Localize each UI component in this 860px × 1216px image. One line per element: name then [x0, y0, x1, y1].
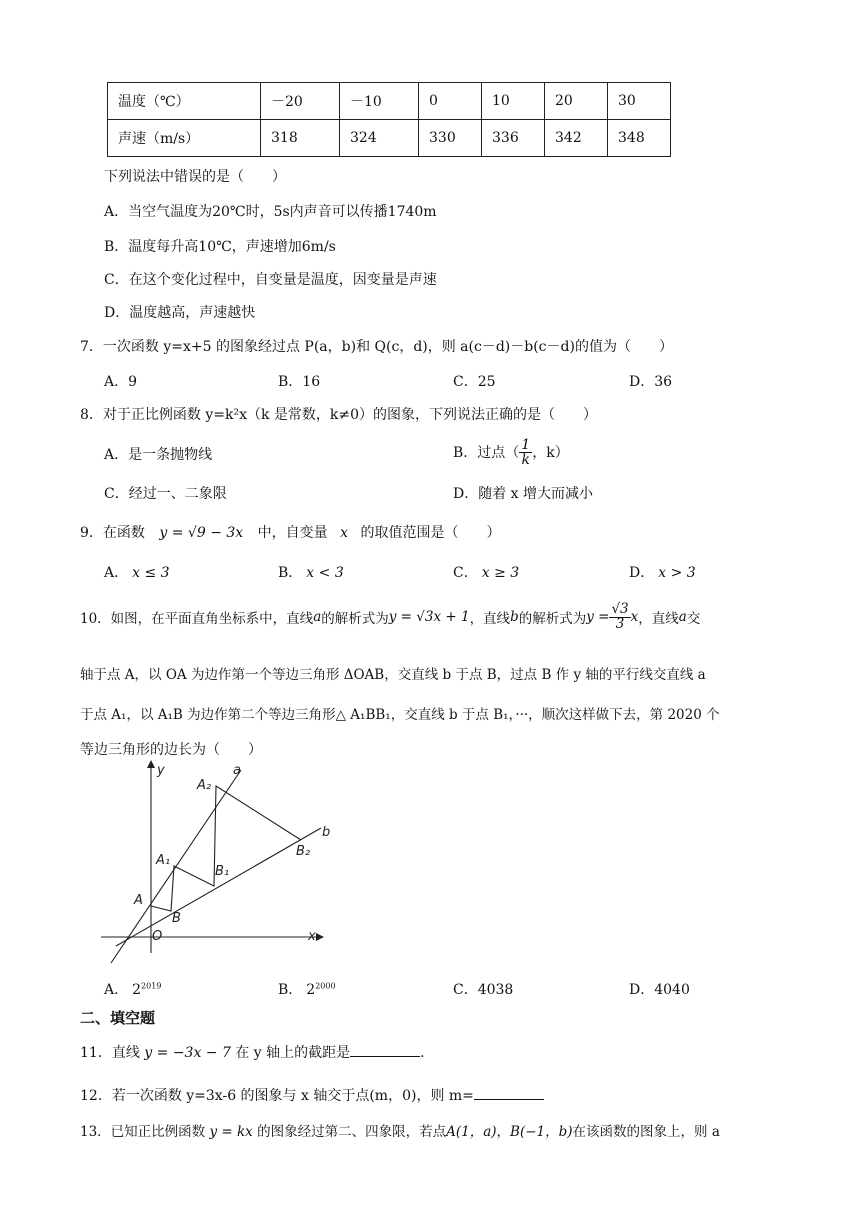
q13-mid: 的图象经过第二、四象限，若点: [257, 1124, 447, 1140]
q9-option-b: [278, 562, 344, 582]
table-cell: －10: [340, 83, 419, 120]
q13-point-a: A(1，a): [446, 1124, 497, 1140]
option-value: x ≤ 3: [132, 565, 170, 581]
option-exponent: 2000: [315, 981, 336, 991]
table-cell: 336: [482, 120, 545, 157]
fraction-sqrt3-over-3: [609, 603, 630, 631]
q8-option-b-prefix: B．过点（: [453, 445, 520, 461]
q11-prefix: 11．直线: [80, 1045, 140, 1061]
point-a-label: A: [134, 893, 143, 908]
option-label: B．: [278, 982, 303, 998]
q7-option-b: B．16: [278, 374, 321, 390]
q8-option-a: A．是一条抛物线: [104, 447, 213, 463]
q9-prefix: 9．在函数: [80, 525, 145, 541]
q9-option-a: [104, 562, 170, 582]
q11-suffix: 在 y 轴上的截距是: [235, 1045, 351, 1061]
q9-suffix: 的取值范围是（ ）: [360, 525, 501, 541]
q10-text: ，直线: [469, 611, 511, 627]
q9-mid: 中，自变量: [257, 525, 328, 541]
table-row: [108, 120, 671, 157]
triangle-chain: [151, 786, 301, 911]
q10-symbol-a: a: [313, 609, 322, 625]
y-axis-label: y: [157, 763, 165, 778]
q8-option-c: C．经过一、二象限: [104, 486, 227, 502]
line-b: [116, 828, 321, 946]
q10-formula-a: y = √3x + 1: [388, 609, 470, 625]
q10-option-a: [104, 979, 161, 999]
point-b2-label: B₂: [296, 844, 311, 859]
temperature-sound-table: [107, 82, 671, 157]
q9-formula: y = √9 − 3x: [159, 525, 244, 541]
option-label: B．: [278, 565, 303, 581]
q7-option-a: A．9: [104, 374, 138, 390]
q10-text: 的解析式为: [321, 611, 389, 627]
q10-option-d: D．4040: [629, 982, 690, 998]
fraction-numerator: 1: [521, 436, 531, 453]
q13-point-b: B(−1，b): [510, 1124, 573, 1140]
table-cell: －20: [261, 83, 340, 120]
x-axis-arrow-icon: [316, 933, 324, 941]
line-b-label: b: [322, 825, 331, 840]
origin-label: O: [152, 929, 163, 944]
table-cell: 20: [545, 83, 608, 120]
point-a1-label: A₁: [156, 853, 171, 868]
q11-end: .: [420, 1045, 425, 1061]
q13-separator: ，: [496, 1124, 511, 1140]
q9-option-d: [629, 562, 696, 582]
q13-prefix: 13．已知正比例函数: [80, 1124, 206, 1140]
q6-option-d: D．温度越高，声速越快: [104, 305, 256, 321]
q10-text: 交: [686, 611, 701, 627]
option-exponent: 2019: [141, 981, 162, 991]
q12-text: 12．若一次函数 y=3x-6 的图象与 x 轴交于点(m，0)，则 m=: [80, 1088, 474, 1104]
q13-suffix: 在该函数的图象上，则 a: [572, 1124, 720, 1140]
table-cell: 330: [419, 120, 482, 157]
option-value: x ≥ 3: [481, 565, 520, 581]
x-axis-label: x: [308, 929, 316, 944]
answer-blank: [350, 1042, 420, 1057]
table-cell: 0: [419, 83, 482, 120]
q10-line1: [80, 597, 700, 637]
q9-variable: x: [340, 525, 348, 541]
table-cell: 10: [482, 83, 545, 120]
q11: [80, 1042, 425, 1062]
q6-option-a: A．当空气温度为20℃时，5s内声音可以传播1740m: [104, 204, 437, 220]
q10-option-c: C．4038: [453, 982, 514, 998]
fraction-1-over-k: [519, 438, 532, 467]
table-cell: 声速（m/s）: [108, 120, 261, 157]
q10-formula-b-prefix: y =: [586, 609, 610, 625]
option-value: x < 3: [306, 565, 344, 581]
table-cell: 342: [545, 120, 608, 157]
q11-formula: y = −3x − 7: [144, 1045, 231, 1061]
option-label: C．: [453, 565, 478, 581]
fraction-denominator: k: [521, 451, 530, 468]
line-a-label: a: [233, 763, 241, 778]
q10-text: 10．如图，在平面直角坐标系中，直线: [80, 611, 314, 627]
q8-option-d: D．随着 x 增大而减小: [453, 486, 594, 502]
q10-symbol-a: a: [678, 609, 687, 625]
q10-line3: 于点 A₁，以 A₁B 为边作第二个等边三角形△ A₁BB₁，交直线 b 于点 B₁，···，顺次这样做下去，第 2020 个: [80, 707, 720, 723]
q10-text: 的解析式为: [518, 611, 587, 627]
q8-option-b: [453, 432, 569, 472]
table-row: [108, 83, 671, 120]
answer-blank: [474, 1085, 544, 1100]
q10-option-b: [278, 979, 336, 999]
q10-line2: 轴于点 A，以 OA 为边作第一个等边三角形 ΔOAB，交直线 b 于点 B，过点 B 作 y 轴的平行线交直线 a: [80, 667, 706, 683]
point-a2-label: A₂: [197, 778, 212, 793]
fraction-denominator: 3: [615, 615, 625, 632]
point-b1-label: B₁: [215, 864, 230, 879]
option-value: x > 3: [658, 565, 696, 581]
q6-option-b: B．温度每升高10℃，声速增加6m/s: [104, 239, 336, 255]
y-axis-arrow-icon: [147, 760, 155, 768]
section-title: 二、填空题: [80, 1009, 156, 1027]
q10-formula-b-suffix: x: [630, 609, 639, 625]
fraction-numerator: √3: [611, 601, 629, 617]
q8-option-b-suffix: ，k）: [532, 445, 569, 461]
table-cell: 318: [261, 120, 340, 157]
q10-text: ，直线: [638, 611, 679, 627]
q10-symbol-b: b: [510, 609, 519, 625]
q6-stem: 下列说法中错误的是（ ）: [104, 169, 286, 185]
q9-option-c: [453, 562, 519, 582]
point-b-label: B: [172, 911, 181, 926]
table-cell: 324: [340, 120, 419, 157]
q7-stem: 7．一次函数 y=x+5 的图象经过点 P(a，b)和 Q(c，d)，则 a(c－d)－b(c－d)的值为（ ）: [80, 339, 673, 355]
q7-option-c: C．25: [453, 374, 496, 390]
option-base: 2: [132, 982, 142, 998]
q6-option-c: C．在这个变化过程中，自变量是温度，因变量是声速: [104, 272, 437, 288]
table-cell: 348: [608, 120, 671, 157]
coordinate-figure: [96, 758, 336, 968]
option-label: D．: [629, 565, 655, 581]
q10-line4: 等边三角形的边长为（ ）: [80, 742, 262, 758]
option-base: 2: [306, 982, 316, 998]
q12: [80, 1085, 544, 1105]
table-cell: 温度（℃）: [108, 83, 261, 120]
option-label: A．: [104, 565, 129, 581]
q13: [80, 1120, 720, 1140]
q7-option-d: D．36: [629, 374, 673, 390]
q13-formula: y = kx: [209, 1124, 253, 1140]
q8-stem: 8．对于正比例函数 y=k²x（k 是常数，k≠0）的图象，下列说法正确的是（ ）: [80, 407, 598, 423]
option-label: A．: [104, 982, 129, 998]
q9-stem: [80, 522, 500, 542]
table-cell: 30: [608, 83, 671, 120]
